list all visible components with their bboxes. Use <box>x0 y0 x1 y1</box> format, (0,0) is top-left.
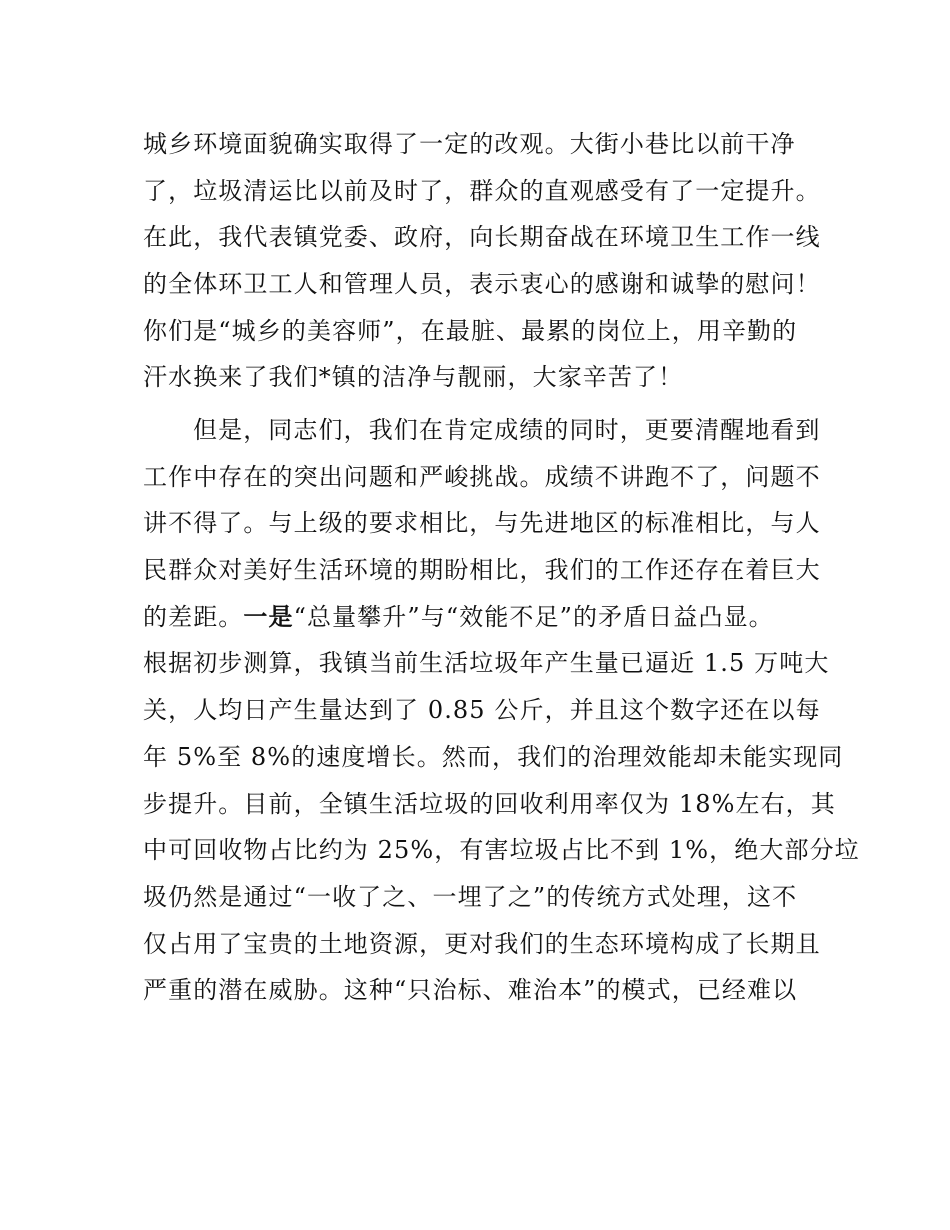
text-line: 汗水换来了我们*镇的洁净与靓丽，大家辛苦了！ <box>143 363 684 392</box>
text-line: 年 5%至 8%的速度增长。然而，我们的治理效能却未能实现同 <box>143 742 844 771</box>
text-line: 你们是“城乡的美容师”，在最脏、最累的岗位上，用辛勤的 <box>143 316 798 345</box>
text-line: 严重的潜在威胁。这种“只治标、难治本”的模式，已经难以 <box>143 976 798 1005</box>
text-line: 城乡环境面貌确实取得了一定的改观。大街小巷比以前干净 <box>143 130 796 158</box>
text-line: 民群众对美好生活环境的期盼相比，我们的工作还存在着巨大 <box>143 556 821 585</box>
text-line-with-emphasis <box>143 594 811 641</box>
text-line: 但是，同志们，我们在肯定成绩的同时，更要清醒地看到 <box>193 416 821 444</box>
text-line: 的全体环卫工人和管理人员，表示衷心的感谢和诚挚的慰问！ <box>143 270 821 299</box>
line-prefix: 的差距。 <box>143 602 244 631</box>
text-line: 关，人均日产生量达到了 0.85 公斤，并且这个数字还在以每 <box>143 696 821 725</box>
line-rest: “总量攀升”与“效能不足”的矛盾日益凸显。 <box>293 602 774 631</box>
text-line: 了，垃圾清运比以前及时了，群众的直观感受有了一定提升。 <box>143 176 821 205</box>
text-line: 根据初步测算，我镇当前生活垃圾年产生量已逼近 1.5 万吨大 <box>143 649 830 678</box>
emphasis-first-point: 一是 <box>243 602 294 631</box>
paragraph-1 <box>143 121 821 401</box>
text-line: 工作中存在的突出问题和严峻挑战。成绩不讲跑不了，问题不 <box>143 462 821 491</box>
text-line: 步提升。目前，全镇生活垃圾的回收利用率仅为 18%左右，其 <box>143 789 836 818</box>
text-line: 圾仍然是通过“一收了之、一埋了之”的传统方式处理，这不 <box>143 882 798 911</box>
text-line: 中可回收物占比约为 25%，有害垃圾占比不到 1%，绝大部分垃 <box>143 836 860 865</box>
text-line: 讲不得了。与上级的要求相比，与先进地区的标准相比，与人 <box>143 509 821 538</box>
text-line: 在此，我代表镇党委、政府，向长期奋战在环境卫生工作一线 <box>143 223 821 252</box>
paragraph-2 <box>143 407 860 1014</box>
text-line: 仅占用了宝贵的土地资源，更对我们的生态环境构成了长期且 <box>143 929 821 958</box>
